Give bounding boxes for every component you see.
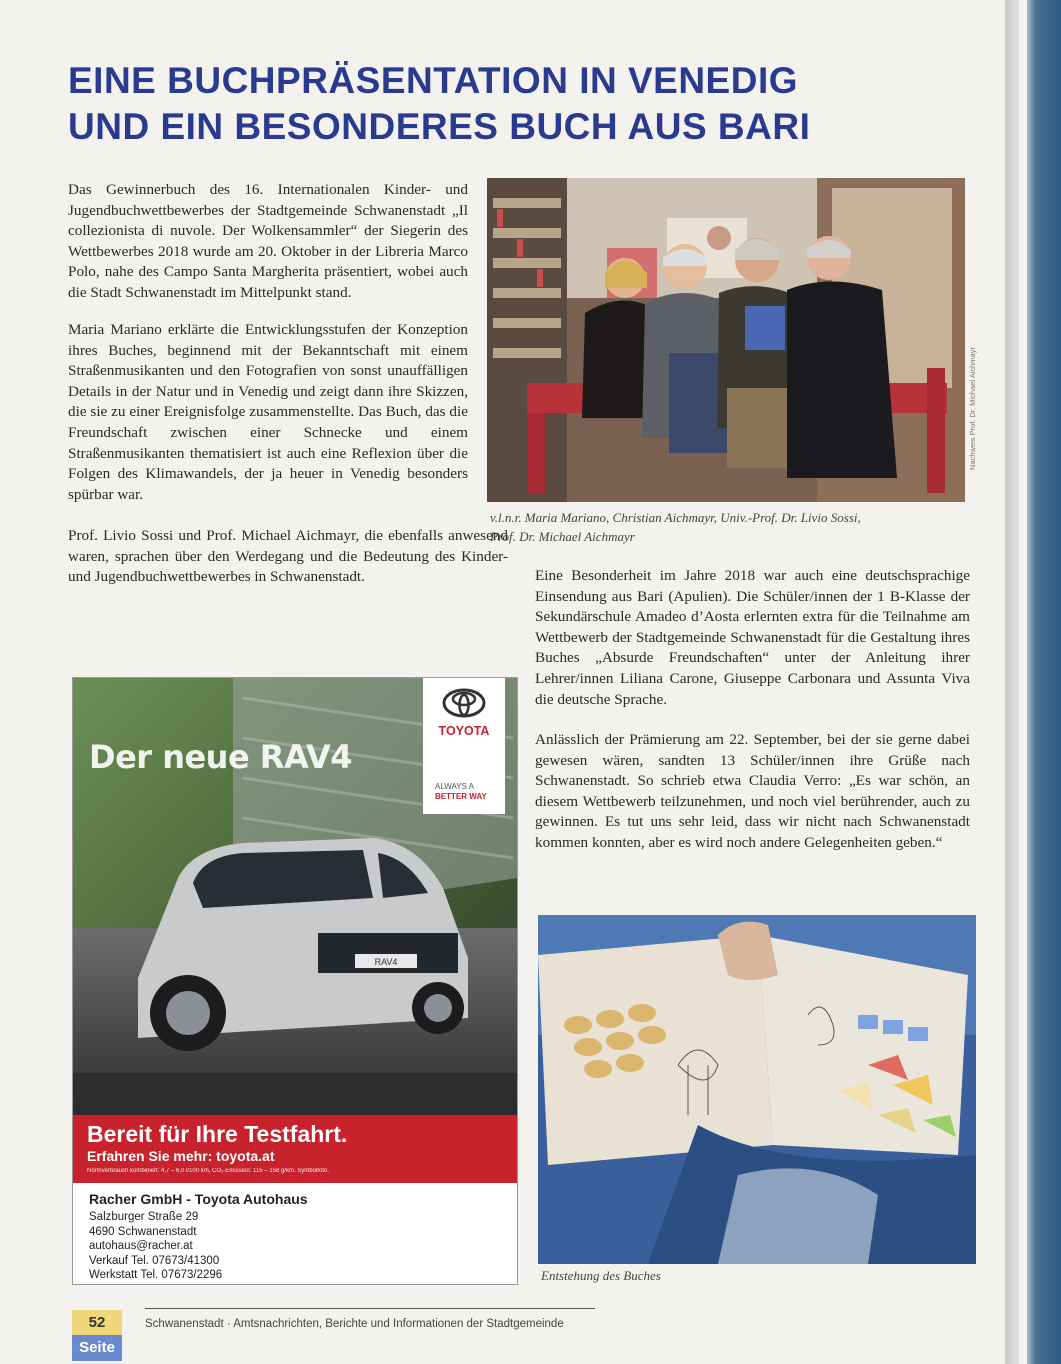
slogan-line-1: ALWAYS A <box>435 782 474 791</box>
dealer-street: Salzburger Straße 29 <box>89 1211 199 1223</box>
ad-fineprint: Normverbrauch kombiniert: 4,7 – 6,0 l/100 km, CO₂-Emission: 115 – 158 g/km. Symbolfoto. <box>87 1168 329 1174</box>
publication-name: Schwanenstadt · Amtsnachrichten, Berichte und Informationen der Stadtgemeinde <box>145 1318 564 1330</box>
license-plate: RAV4 <box>374 957 398 967</box>
bookshop-photo-illustration <box>487 178 965 502</box>
article-paragraph-1: Das Gewinnerbuch des 16. Internationalen Kinder- und Jugendbuchwettbewerbes der Stadtgemeinde Schwanenstadt „Il collezionista di nuvole. Der Wolkensammler“ der Siegerin des Wettbewerbes 2018 wurde am 20. Oktober in der Libreria Marco Polo, nahe des Campo Santa Margherita präsentiert, wobei auch die Stadt Schwanenstadt im Mittelpunkt stand. <box>68 181 468 301</box>
photo-caption <box>490 508 861 546</box>
dealer-city: 4690 Schwanenstadt <box>89 1225 197 1238</box>
headline-line-2: UND EIN BESONDERES BUCH AUS BARI <box>68 106 811 147</box>
toyota-logo-icon <box>423 678 505 724</box>
dealer-sales-phone: Verkauf Tel. 07673/41300 <box>89 1254 220 1267</box>
page-label: Seite <box>72 1335 122 1361</box>
ad-cta-banner <box>73 1115 517 1183</box>
article-paragraph-3: Prof. Livio Sossi und Prof. Michael Aichmayr, die ebenfalls anwesend waren, sprachen über den Werdegang und die Bedeutung des Kinder- und Jugendbuchwettbewerbes in Schwanenstadt. <box>68 527 508 586</box>
ad-cta-title: Bereit für Ihre Testfahrt. <box>87 1121 348 1147</box>
ad-cta-link: Erfahren Sie mehr: toyota.at <box>87 1148 275 1164</box>
photo-credit: Nachweis Prof. Dr. Michael Aichmayr <box>968 347 977 470</box>
headline-line-1: EINE BUCHPRÄSENTATION IN VENEDIG <box>68 60 799 101</box>
toyota-advertisement <box>72 677 518 1285</box>
sketchbook-illustration <box>538 915 976 1264</box>
ad-headline: Der neue RAV4 <box>89 738 353 776</box>
page-edge-stripe <box>1019 0 1027 1364</box>
toyota-logo-box <box>423 678 505 814</box>
bookshop-group-photo <box>487 178 965 502</box>
photo-caption-line-1: v.l.n.r. Maria Mariano, Christian Aichmayr, Univ.-Prof. Dr. Livio Sossi, <box>490 510 861 525</box>
article-paragraph-2: Maria Mariano erklärte die Entwicklungsstufen der Konzeption ihres Buches, beginnend mit der Bekanntschaft mit einem Straßenmusikanten und den Fotografien von sonst unauffälligen Details in der Natur und in Venedig und zeigt dann ihre Skizzen, die sie zu einer Ereignisfolge zusammenstellte. Das Buch, das die Freundschaft zwischen einer Schnecke und einem Straßenmusikanten thematisiert ist auch eine Reflexion über die Folgen des Klimawandels, der ja heuer in Venedig besonders spürbar war. <box>68 321 468 503</box>
sketchbook-caption: Entstehung des Buches <box>541 1268 661 1283</box>
photo-caption-line-2: Prof. Dr. Michael Aichmayr <box>490 529 635 544</box>
toyota-brand: TOYOTA <box>438 724 490 738</box>
dealer-info <box>89 1191 308 1283</box>
adjacent-page-edge <box>1005 0 1061 1364</box>
dealer-workshop-phone: Werkstatt Tel. 07673/2296 <box>89 1269 223 1281</box>
article-headline <box>68 58 810 150</box>
footer-divider <box>145 1308 595 1309</box>
sketchbook-photo <box>538 915 976 1264</box>
article-paragraph-5: Anlässlich der Prämierung am 22. September, bei der sie gerne dabei gewesen wären, sandten 13 Schüler/innen ihre Grüße nach Schwanenstadt. So schrieb etwa Claudia Verro: „Es war schön, an diesem Wettbewerb teilzunehmen, und noch viel berührender, auch zu gewinnen. Es tut uns sehr leid, dass wir nicht nach Schwanenstadt kommen konnten, aber es wird noch andere Gelegenheiten geben.“ <box>535 731 970 851</box>
slogan-line-2: BETTER WAY <box>435 792 487 801</box>
toyota-slogan <box>435 782 487 802</box>
dealer-email: autohaus@racher.at <box>89 1240 193 1252</box>
page-number: 52 <box>72 1310 122 1335</box>
ad-visual <box>73 678 517 1115</box>
dealer-name: Racher GmbH - Toyota Autohaus <box>89 1191 308 1207</box>
article-paragraph-4: Eine Besonderheit im Jahre 2018 war auch eine deutschsprachige Einsendung aus Bari (Apulien). Die Schüler/innen der 1 B-Klasse der Sekundärschule Amadeo d’Aosta erlernten extra für die Teilnahme am Wettbewerb der Stadtgemeinde Schwanenstadt für die Gestaltung ihres Buches „Absurde Freundschaften“ unter der Anleitung ihrer Lehrer/innen Liliana Carone, Giuseppe Carbonara und Assunta Viva die deutsche Sprache. <box>535 567 970 708</box>
